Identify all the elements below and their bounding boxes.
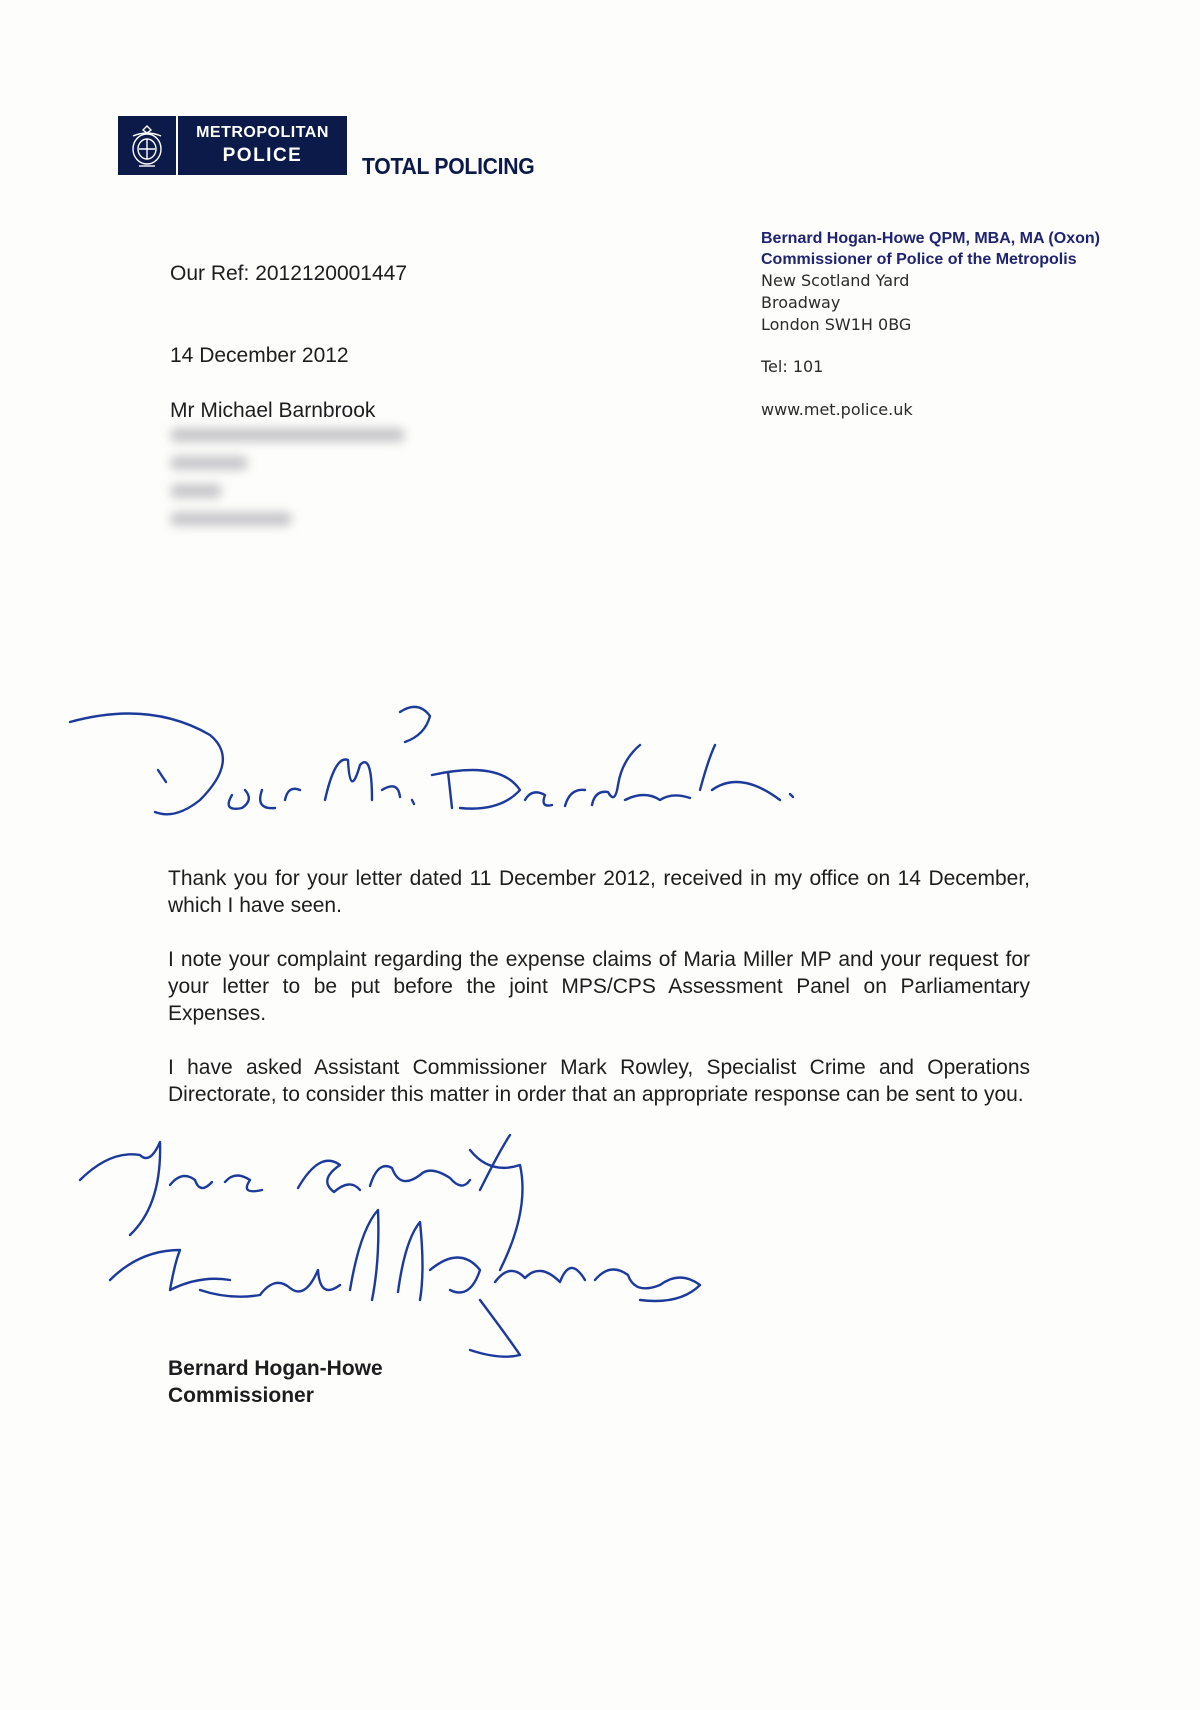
sender-address-line: Broadway	[761, 293, 841, 312]
sender-name: Bernard Hogan-Howe QPM, MBA, MA (Oxon)	[761, 230, 1100, 247]
body-paragraph: I note your complaint regarding the expense claims of Maria Miller MP and your request for your letter to be put before the joint MPS/CPS Assessment Panel on Parliamentary Expenses.	[168, 948, 1030, 1025]
body-paragraph: Thank you for your letter dated 11 December 2012, received in my office on 14 December, which I have seen.	[168, 867, 1030, 917]
recipient-name: Mr Michael Barnbrook	[170, 399, 376, 422]
logo-line-police: POLICE	[222, 145, 303, 166]
sender-address-line: London SW1H 0BG	[761, 315, 912, 334]
reference-number: Our Ref: 2012120001447	[170, 262, 408, 285]
logo-line-metropolitan: METROPOLITAN	[196, 124, 329, 141]
signatory-title: Commissioner	[168, 1384, 314, 1407]
sender-website: www.met.police.uk	[761, 400, 913, 419]
tagline: TOTAL POLICING	[362, 153, 535, 179]
signatory-name: Bernard Hogan-Howe	[168, 1357, 383, 1380]
body-paragraph: I have asked Assistant Commissioner Mark Rowley, Specialist Crime and Operations Directorate, to consider this matter in order that an appropriate response can be sent to you.	[168, 1056, 1030, 1106]
letter-date: 14 December 2012	[170, 344, 349, 367]
sender-telephone: Tel: 101	[761, 357, 824, 376]
handwritten-closing	[80, 1135, 523, 1270]
handwritten-salutation	[70, 707, 793, 814]
sender-address-line: New Scotland Yard	[761, 271, 910, 290]
handwritten-signature	[110, 1210, 700, 1357]
sender-role: Commissioner of Police of the Metropolis	[761, 251, 1077, 268]
